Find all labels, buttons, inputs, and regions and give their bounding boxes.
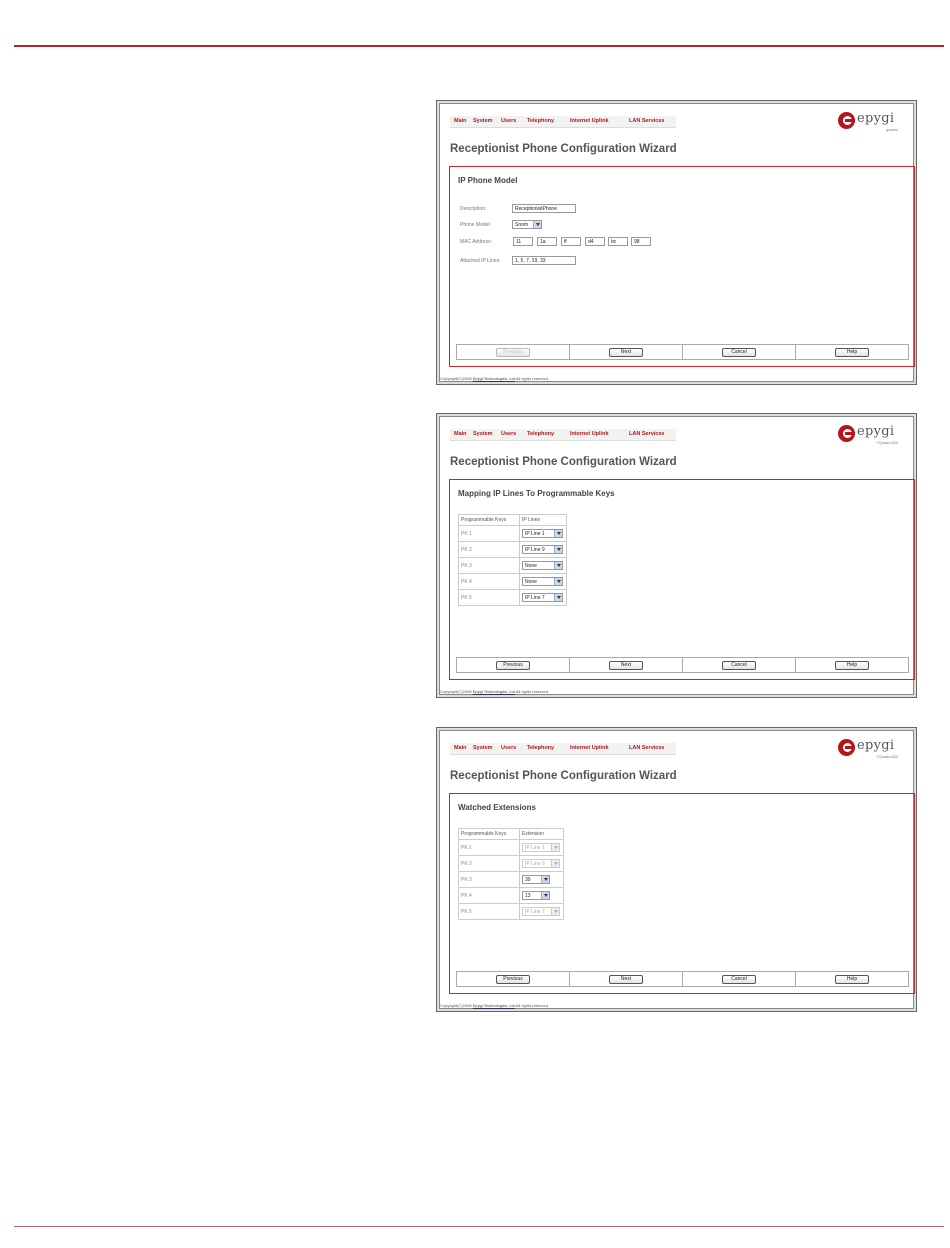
nav-main[interactable]: Main (454, 118, 467, 124)
nav-internet-uplink[interactable]: Internet Uplink (570, 431, 609, 437)
epygi-logo-mark-icon (838, 739, 855, 756)
epygi-logo-mark-icon (838, 425, 855, 442)
help-button[interactable]: Help (835, 975, 869, 984)
epygi-logo: epygi TQuadro320 (838, 738, 898, 762)
header-extension: Extension (520, 829, 564, 840)
key-label: PK 1 (459, 526, 520, 542)
nav-main[interactable]: Main (454, 745, 467, 751)
company-link[interactable]: Epygi Technologies, Ltd (472, 689, 515, 694)
top-nav (450, 743, 676, 755)
nav-users[interactable]: Users (501, 745, 517, 751)
wizard-panel (449, 166, 915, 367)
section-title: Watched Extensions (458, 803, 536, 812)
nav-lan-services[interactable]: LAN Services (629, 118, 665, 124)
key-label: PK 5 (459, 590, 520, 606)
chevron-down-icon (554, 578, 562, 585)
wizard-panel (449, 479, 915, 680)
nav-system[interactable]: System (473, 745, 493, 751)
description-label: Description: (460, 206, 487, 212)
extension-select: IP Line 9 (522, 859, 560, 868)
button-bar (456, 971, 909, 987)
next-button[interactable]: Next (609, 348, 643, 357)
copyright: Copyright(C)2008 Epygi Technologies, Ltd All rights reserved. (440, 376, 549, 381)
table-row (459, 590, 567, 606)
help-button[interactable]: Help (835, 348, 869, 357)
table-row (459, 840, 564, 856)
key-label: PK 1 (459, 840, 520, 856)
company-link[interactable]: Epygi Technologies, Ltd (472, 1003, 515, 1008)
mac-address-label: MAC Address: (460, 239, 492, 245)
ip-line-select[interactable]: None (522, 561, 563, 570)
table-row (459, 872, 564, 888)
phone-model-label: Phone Model: (460, 222, 491, 228)
chevron-down-icon (541, 876, 549, 883)
wizard-screenshot-mapping-ip-lines (436, 413, 917, 698)
epygi-logo-mark-icon (838, 112, 855, 129)
extension-select: IP Line 1 (522, 843, 560, 852)
help-button[interactable]: Help (835, 661, 869, 670)
mac-octet-1-field[interactable]: 11 (513, 237, 533, 246)
wizard-panel (449, 793, 915, 994)
top-nav (450, 116, 676, 128)
previous-button[interactable]: Previous (496, 975, 530, 984)
ip-line-select[interactable]: None (522, 577, 563, 586)
table-row (459, 558, 567, 574)
top-nav (450, 429, 676, 441)
mac-octet-6-field[interactable]: 98 (631, 237, 651, 246)
bottom-rule (14, 1226, 944, 1227)
key-label: PK 5 (459, 904, 520, 920)
attached-ip-lines-label: Attached IP Lines: (460, 258, 501, 264)
nav-telephony[interactable]: Telephony (527, 745, 555, 751)
section-title: Mapping IP Lines To Programmable Keys (458, 489, 615, 498)
cancel-button[interactable]: Cancel (722, 975, 756, 984)
copyright: Copyright(C)2008 Epygi Technologies, Ltd All rights reserved. (440, 1003, 549, 1008)
previous-button[interactable]: Previous (496, 348, 530, 357)
key-label: PK 4 (459, 574, 520, 590)
table-row (459, 574, 567, 590)
table-row (459, 904, 564, 920)
cancel-button[interactable]: Cancel (722, 348, 756, 357)
ip-line-select[interactable]: IP Line 9 (522, 545, 563, 554)
top-rule (14, 45, 944, 47)
nav-main[interactable]: Main (454, 431, 467, 437)
table-row (459, 526, 567, 542)
chevron-down-icon (554, 546, 562, 553)
nav-telephony[interactable]: Telephony (527, 431, 555, 437)
button-bar (456, 344, 909, 360)
wizard-screenshot-ip-phone-model (436, 100, 917, 385)
chevron-down-icon (541, 892, 549, 899)
nav-internet-uplink[interactable]: Internet Uplink (570, 745, 609, 751)
key-label: PK 4 (459, 888, 520, 904)
ip-line-select[interactable]: IP Line 1 (522, 529, 563, 538)
next-button[interactable]: Next (609, 975, 643, 984)
epygi-logo: epygi quadro (838, 111, 898, 135)
nav-lan-services[interactable]: LAN Services (629, 431, 665, 437)
extension-select[interactable]: 13 (522, 891, 550, 900)
chevron-down-icon (551, 844, 559, 851)
epygi-logo: epygi TQuadro320 (838, 424, 898, 448)
header-programmable-keys: Programmable Keys (459, 829, 520, 840)
key-label: PK 3 (459, 558, 520, 574)
next-button[interactable]: Next (609, 661, 643, 670)
mac-octet-5-field[interactable]: bc (608, 237, 628, 246)
company-link[interactable]: Epygi Technologies, Ltd (472, 376, 515, 381)
mac-octet-2-field[interactable]: 1a (537, 237, 557, 246)
chevron-down-icon (551, 908, 559, 915)
extension-select: IP Line 7 (522, 907, 560, 916)
previous-button[interactable]: Previous (496, 661, 530, 670)
header-ip-lines: IP Lines (520, 515, 567, 526)
extension-select[interactable]: 39 (522, 875, 550, 884)
mac-octet-4-field[interactable]: d4 (585, 237, 605, 246)
header-programmable-keys: Programmable Keys (459, 515, 520, 526)
key-label: PK 2 (459, 856, 520, 872)
wizard-title: Receptionist Phone Configuration Wizard (450, 143, 677, 155)
phone-model-select[interactable]: Snom (512, 220, 542, 229)
section-title: IP Phone Model (458, 176, 518, 185)
button-bar (456, 657, 909, 673)
nav-lan-services[interactable]: LAN Services (629, 745, 665, 751)
table-row (459, 888, 564, 904)
chevron-down-icon (554, 594, 562, 601)
mac-octet-3-field[interactable]: ff (561, 237, 581, 246)
ip-line-select[interactable]: IP Line 7 (522, 593, 563, 602)
chevron-down-icon (533, 221, 541, 228)
chevron-down-icon (554, 530, 562, 537)
mapping-table (458, 514, 567, 606)
chevron-down-icon (551, 860, 559, 867)
nav-users[interactable]: Users (501, 118, 517, 124)
wizard-screenshot-watched-extensions (436, 727, 917, 1012)
description-field[interactable]: ReceptionistPhone (512, 204, 576, 213)
nav-users[interactable]: Users (501, 431, 517, 437)
attached-ip-lines-field[interactable]: 1, 5, 7, 19, 33 (512, 256, 576, 265)
table-row (459, 856, 564, 872)
key-label: PK 2 (459, 542, 520, 558)
copyright: Copyright(C)2008 Epygi Technologies, Ltd All rights reserved. (440, 689, 549, 694)
wizard-title: Receptionist Phone Configuration Wizard (450, 456, 677, 468)
cancel-button[interactable]: Cancel (722, 661, 756, 670)
key-label: PK 3 (459, 872, 520, 888)
nav-system[interactable]: System (473, 431, 493, 437)
nav-internet-uplink[interactable]: Internet Uplink (570, 118, 609, 124)
table-row (459, 542, 567, 558)
watched-extensions-table (458, 828, 564, 920)
wizard-title: Receptionist Phone Configuration Wizard (450, 770, 677, 782)
nav-telephony[interactable]: Telephony (527, 118, 555, 124)
chevron-down-icon (554, 562, 562, 569)
nav-system[interactable]: System (473, 118, 493, 124)
